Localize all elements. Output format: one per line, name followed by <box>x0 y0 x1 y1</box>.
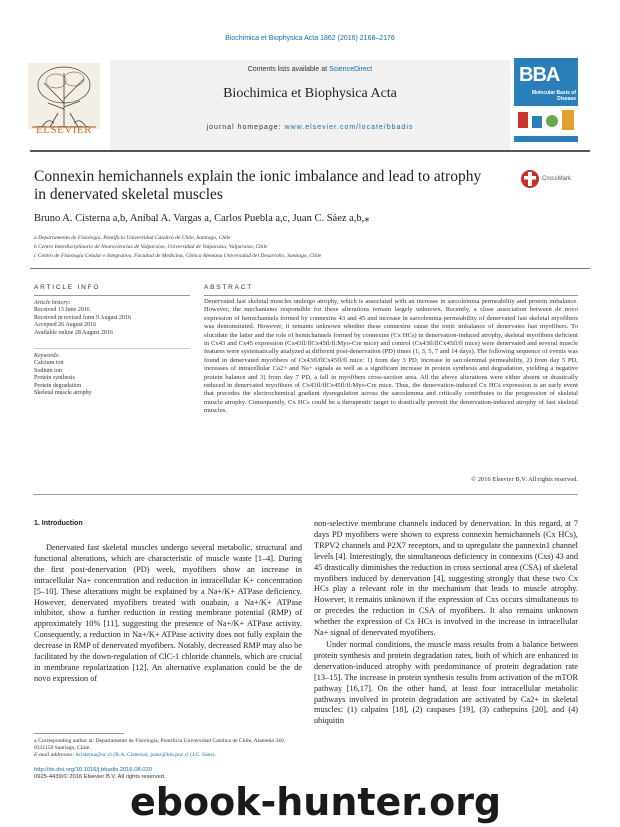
email-links[interactable]: bcisterna@uc.cl (B.A. Cisterna), jsaez@bio.puc.cl (J.C. Sáez). <box>75 752 216 758</box>
article-info-rule <box>34 295 190 296</box>
cover-subtitle: Molecular Basis of Disease <box>531 90 576 102</box>
cover-image-strip <box>514 106 578 136</box>
footnote-rule <box>34 733 124 734</box>
keywords <box>34 353 194 397</box>
contents-line <box>110 66 510 73</box>
crossmark-icon <box>520 168 540 190</box>
keyword-item: Skeletal muscle atrophy <box>34 390 92 397</box>
journal-header-band <box>110 60 510 150</box>
intro-paragraph-2: non-selective membrane channels induced by denervation. In this regard, at 7 days PD myofibers were shown to express connexin hemichannels (Cx HCs), TRPV2 channels and P2X7 receptors, and to upregulate the pannexin1 channel levels [4]. Interestingly, the simultaneous deficiency in connexins (Cxs) 43 and 45 drastically diminishes the reduction in cross sectional area (CSA) of skeletal myofibers induced by denervation [4], suggesting strongly that these two Cx HCs play a relevant role in the mechanism that leads to muscle atrophy. However, it remains unknown if the expression of Cxs occurs simultaneous to or precedes the reduction in CSA of myofibers. It also remains unknown whether the expression of Cx HCs is involved in the increase in intracellular Na+ signal of denervated myofibers. <box>314 519 578 638</box>
affiliation-b: b Centro Interdisciplinario de Neurociencias de Valparaíso, Universidad de Valparaíso, Valparaíso, Chile <box>34 244 268 250</box>
history-label: Article history: <box>34 300 71 306</box>
journal-homepage <box>110 124 510 131</box>
affiliation-rule <box>30 268 590 269</box>
affiliation-c: c Centro de Fisiología Celular e Integrativa, Facultad de Medicina, Clínica Alemana Universidad del Desarrollo, Santiago, Chile <box>34 253 322 259</box>
intro-heading: 1. Introduction <box>34 520 83 527</box>
intro-right-column <box>314 519 578 728</box>
email-label: E-mail addresses: <box>34 752 76 758</box>
history-revised: Received in revised form 9 August 2016 <box>34 314 131 321</box>
history-received: Received 13 June 2016 <box>34 307 90 314</box>
keywords-rule <box>34 348 190 349</box>
crossmark-label: CrossMark <box>542 176 572 182</box>
journal-title: Biochimica et Biophysica Acta <box>223 86 397 101</box>
homepage-prefix: journal homepage: <box>206 124 285 131</box>
keyword-item: Protein synthesis <box>34 375 75 382</box>
abstract-copyright: © 2016 Elsevier B.V. All rights reserved. <box>471 476 578 483</box>
issn-line: 0925-4439/© 2016 Elsevier B.V. All rights reserved. <box>34 774 166 781</box>
journal-cover <box>514 58 578 142</box>
sciencedirect-link[interactable]: ScienceDirect <box>329 66 373 73</box>
history-online: Available online 28 August 2016 <box>34 329 113 336</box>
crossmark-button[interactable] <box>520 168 580 192</box>
article-history <box>34 300 194 337</box>
abstract-rule <box>204 295 578 296</box>
history-accepted: Accepted 26 August 2016 <box>34 322 97 329</box>
keyword-item: Protein degradation <box>34 382 82 389</box>
homepage-link[interactable]: www.elsevier.com/locate/bbadis <box>284 124 414 131</box>
corresponding-footnote <box>34 738 302 759</box>
cover-title: BBA <box>519 64 560 86</box>
header-rule <box>30 150 590 152</box>
keyword-item: Sodium ion <box>34 367 62 374</box>
doi-link[interactable]: http://dx.doi.org/10.1016/j.bbadis.2016.08.020 <box>34 767 152 773</box>
keyword-item: Calcium ion <box>34 360 64 367</box>
watermark-text: ebook-hunter.org <box>130 780 502 824</box>
intro-left-column <box>34 543 302 686</box>
author-list[interactable]: Bruno A. Cisterna a,b, Aníbal A. Vargas a, Carlos Puebla a,c, Juan C. Sáez a,b,⁎ <box>34 213 370 224</box>
keywords-label: Keywords: <box>34 353 60 359</box>
intro-paragraph-3: Under normal conditions, the muscle mass results from a balance between protein synthesis and protein degradation rates, both of which are enhanced in denervation-induced atrophy with predominance of protein degradation rate [13–15]. The increase in protein synthesis results from activation of the mTOR pathway [16,17]. On the other hand, at least four intracellular metabolic pathways involved in protein degradation are activated by Ca2+ in skeletal muscles: (1) calpains [18], (2) caspases [19], (3) cathepsins [20], and (4) ubiquitin <box>314 639 578 726</box>
abstract-text: Denervated fast skeletal muscles undergo atrophy, which is associated with an increase in sarcolemma permeability and protein imbalance. However, the mechanisms responsible for these alterations remain largely unknown. Recently, a close association between de novo expression of hemichannels formed by connexins 43 and 45 and increase in sarcolemma permeability of denervated fast skeletal myofibers was demonstrated. However, it remains unknown whether these connexins cause the ionic imbalance of denervates fast myofibers. To elucidate the latter and the role of hemichannels formed by connexins (Cx HCs) in denervation-induced atrophy, skeletal myofibers deficient in Cx43 and Cx45 expression (Cx43fl/flCx45fl/fl:Myo-Cre mice) and control (Cx43fl/flCx45fl/fl mice) were denervated and several muscle features were systematically analyzed at different post-denervation (PD) times (1, 3, 5, 7 and 14 days). The following sequence of events was found in denervated myofibers of Cx43fl/flCx45fl/fl mice: 1) from day 3 PD, increase in sarcolemmal permeability, 2) from day 5 PD, increases of intracellular Ca2+ and Na+ signals as well as a significant increase in protein synthesis and degradation, yielding a negative protein balance and 3) from day 7 PD, a fall in myofibers cross-section area. All the above alterations were either absent or drastically reduced in denervated myofibers of Cx43fl/flCx45fl/fl:Myo-Cre mice. Thus, the denervation-induced Cx HCs expression is an early event that precedes the electrochemical gradient dysregulation across the sarcolemma and critically contributes to the progression of skeletal muscle atrophy. Consequently, Cx HCs could be a therapeutic target to drastically prevent the denervation-induced atrophy of fast skeletal muscles. <box>204 298 578 415</box>
intro-paragraph-1: Denervated fast skeletal muscles undergo several metabolic, structural and functional alterations, which are characteristic of muscle waste [1–4]. During the first post-denervation (PD) week, myofibers show an increase in intracellular Na+ concentration and reduction in intracellular K+ concentration [5–10]. These alterations might be explained by a Na+/K+ ATPase deficiency. However, denervated myofibers treated with ouabain, a Na+/K+ ATPase inhibitor, show a further reduction in resting membrane potential (RMP) of approximately 10% [11], suggesting the presence of Na+/K+ ATPase activity. Consequently, a reduction in Na+/K+ ATPase activity does not fully explain the decrease in RMP of denervated myofibers. Notably, decreased RMP may also be facilitated by the down-regulation of ClC-1 chloride channels, which are crucial in membrane repolarization [12]. An alternative explanation could be the de novo expression of <box>34 543 302 683</box>
article-info-heading: ARTICLE INFO <box>34 284 101 291</box>
affiliation-a: a Departamento de Fisiología, Pontificia Universidad Católica de Chile, Santiago, Chile <box>34 235 231 241</box>
article-title: Connexin hemichannels explain the ionic imbalance and lead to atrophy in denervated skeletal muscles <box>34 168 482 203</box>
journal-citation[interactable]: Biochimica et Biophysica Acta 1862 (2016) 2168–2176 <box>225 35 395 42</box>
cover-illustration-icon <box>514 106 578 136</box>
abstract-heading: ABSTRACT <box>204 284 254 291</box>
corresponding-author: ⁎ Corresponding author at: Departamento de Fisiología, Pontificia Universidad Católica de Chile, Alameda 340, 8331150 Santiago, Chile. <box>34 738 286 751</box>
abstract-bottom-rule <box>34 494 578 495</box>
contents-prefix: Contents lists available at <box>247 66 330 73</box>
elsevier-wordmark: ELSEVIER <box>36 124 92 136</box>
